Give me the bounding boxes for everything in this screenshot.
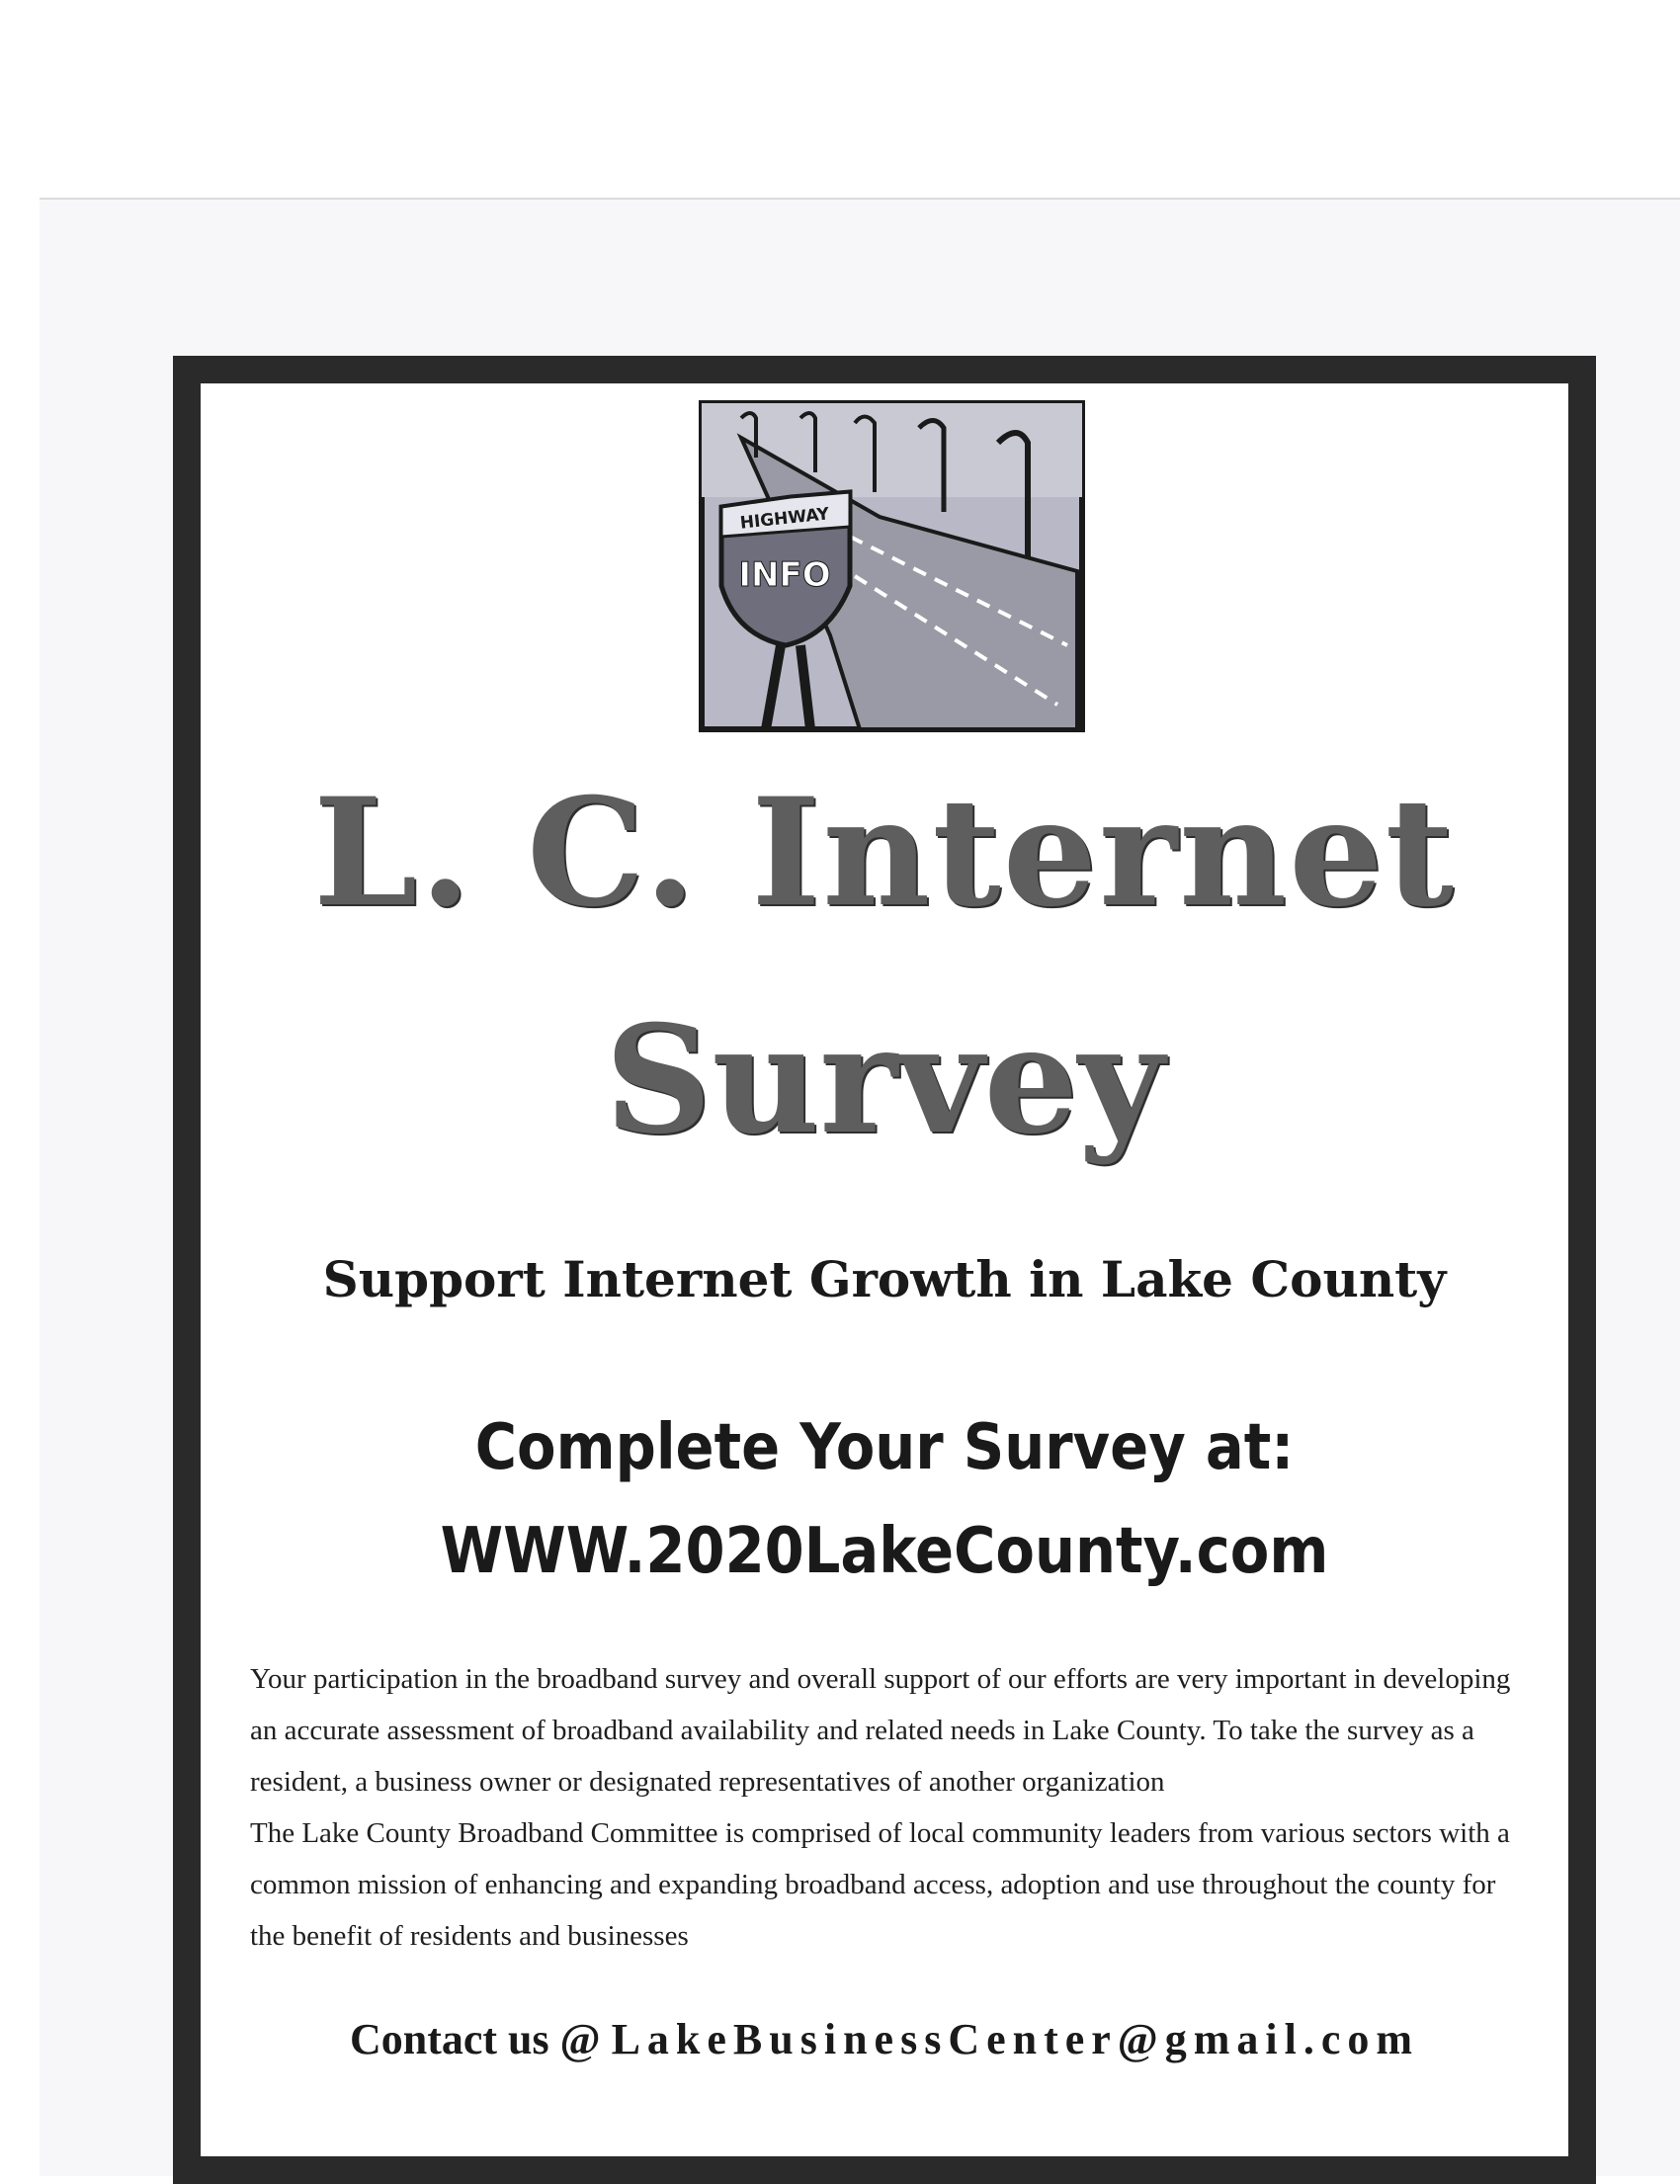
- sign-main-text: INFO: [738, 555, 831, 595]
- call-to-action: Complete Your Survey at:: [474, 1411, 1295, 1484]
- tagline: Support Internet Growth in Lake County: [322, 1250, 1447, 1308]
- flyer-border: [173, 356, 1596, 2184]
- body-paragraph-2: The Lake County Broadband Committee is comprised of local community leaders from various sectors with a common mission of enhancing and expanding broadband access, adoption and use throughout the county for the benefit of residents and businesses: [250, 1817, 1510, 1952]
- highway-info-illustration: [682, 398, 1097, 744]
- contact-email-link[interactable]: LakeBusinessCenter@gmail.com: [611, 2015, 1420, 2063]
- body-copy: [250, 1653, 1525, 1962]
- body-paragraph-1: Your participation in the broadband survey and overall support of our efforts are very important in developing an accurate assessment of broadband availability and related needs in Lake County. To take the survey as a resident, a business owner or designated representatives of another organization: [250, 1663, 1511, 1798]
- survey-url[interactable]: WWW.2020LakeCounty.com: [440, 1515, 1329, 1588]
- title-line-1: L. C. Internet: [313, 766, 1456, 940]
- highway-road-picture: [682, 398, 1097, 744]
- contact-prefix: Contact us @: [349, 2015, 601, 2063]
- title-line-2: Survey: [604, 993, 1165, 1167]
- contact-line: [201, 2014, 1568, 2064]
- sign-top-text: HIGHWAY: [738, 504, 831, 534]
